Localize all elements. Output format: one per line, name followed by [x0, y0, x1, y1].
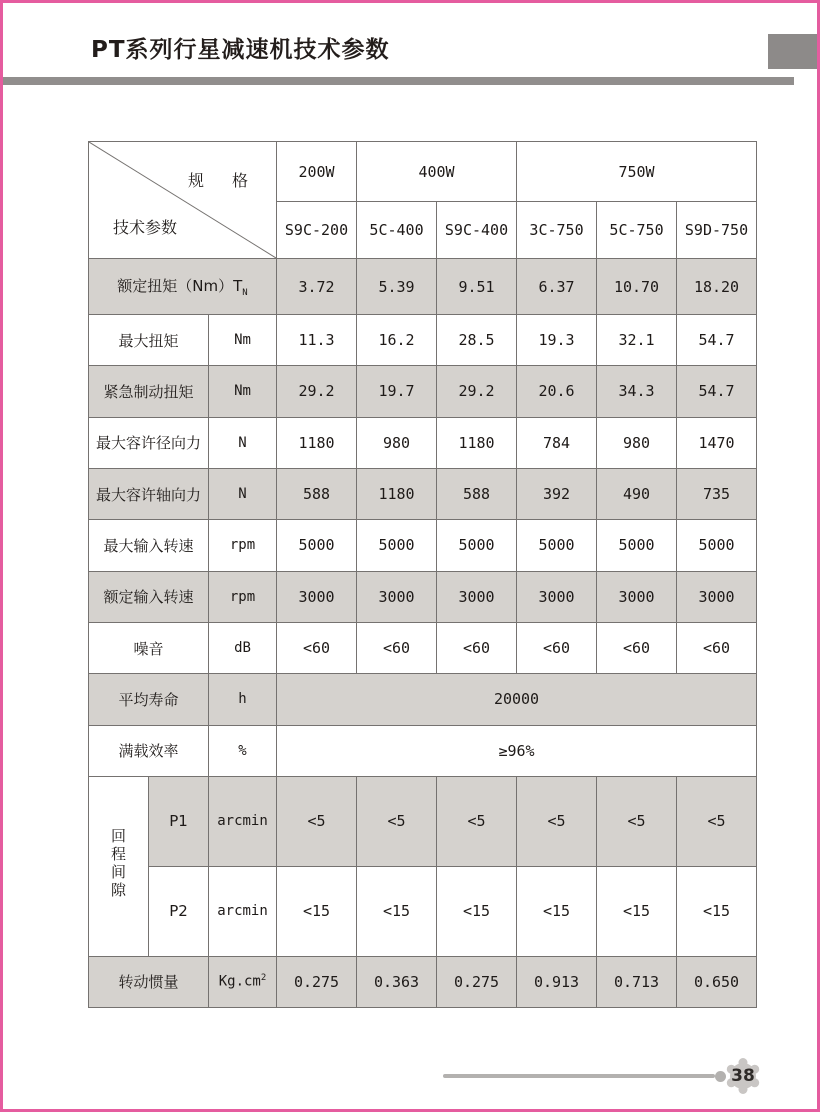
param-value: 3.72 [277, 259, 357, 315]
param-value: 3000 [597, 571, 677, 622]
row-radial-force [89, 417, 757, 468]
param-value: 16.2 [357, 315, 437, 366]
param-value: <60 [357, 622, 437, 673]
param-value: 3000 [277, 571, 357, 622]
param-value: 28.5 [437, 315, 517, 366]
title-underline-bar [3, 77, 794, 85]
param-label: 平均寿命 [89, 674, 209, 725]
param-value: <60 [437, 622, 517, 673]
param-value: 29.2 [277, 366, 357, 417]
param-value: 588 [277, 468, 357, 519]
diagonal-divider [89, 142, 276, 258]
param-value: <15 [277, 866, 357, 956]
param-value: 5000 [517, 520, 597, 571]
param-value: 392 [517, 468, 597, 519]
param-value: <60 [597, 622, 677, 673]
model-name: S9D-750 [677, 202, 757, 259]
param-value: 5000 [277, 520, 357, 571]
param-label: 额定扭矩$(Nm)T_N$ [89, 259, 277, 315]
param-unit: dB [209, 622, 277, 673]
param-label: 转动惯量 [89, 956, 209, 1007]
param-value: 1180 [437, 417, 517, 468]
row-max-input-speed [89, 520, 757, 571]
param-value: 34.3 [597, 366, 677, 417]
page-number: 38 [731, 1066, 755, 1086]
param-unit: rpm [209, 571, 277, 622]
corner-header-cell [89, 142, 277, 259]
param-value: 5000 [437, 520, 517, 571]
param-value-merged: ≥96% [277, 725, 757, 776]
param-value: <15 [357, 866, 437, 956]
param-label: 最大容许径向力 [89, 417, 209, 468]
param-value: <15 [597, 866, 677, 956]
row-noise [89, 622, 757, 673]
param-value: <5 [357, 776, 437, 866]
param-value: <5 [597, 776, 677, 866]
row-backlash-p1 [89, 776, 757, 866]
model-name: 3C-750 [517, 202, 597, 259]
param-value: 29.2 [437, 366, 517, 417]
param-label: 紧急制动扭矩 [89, 366, 209, 417]
accent-square [768, 34, 818, 69]
param-value: <60 [517, 622, 597, 673]
param-value: 1180 [277, 417, 357, 468]
param-value: <15 [517, 866, 597, 956]
param-value: 3000 [357, 571, 437, 622]
param-label: P2 [149, 866, 209, 956]
page-title: PT系列行星减速机技术参数 [91, 37, 390, 63]
param-value: 0.650 [677, 956, 757, 1007]
param-label: 最大容许轴向力 [89, 468, 209, 519]
param-label: 最大输入转速 [89, 520, 209, 571]
header-row-power [89, 142, 757, 202]
param-value: <5 [277, 776, 357, 866]
param-value: <5 [677, 776, 757, 866]
row-rotational-inertia [89, 956, 757, 1007]
param-value: 9.51 [437, 259, 517, 315]
row-average-life [89, 674, 757, 725]
param-unit: Nm [209, 366, 277, 417]
param-value: 54.7 [677, 366, 757, 417]
param-value: 6.37 [517, 259, 597, 315]
model-name: 5C-400 [357, 202, 437, 259]
param-value: 980 [357, 417, 437, 468]
param-value: <15 [437, 866, 517, 956]
param-value: 10.70 [597, 259, 677, 315]
param-value: <15 [677, 866, 757, 956]
model-name: S9C-400 [437, 202, 517, 259]
param-value: 1180 [357, 468, 437, 519]
param-unit: N [209, 417, 277, 468]
param-value: 5.39 [357, 259, 437, 315]
power-group-400w: 400W [357, 142, 517, 202]
row-backlash-p2 [89, 866, 757, 956]
param-value: 0.363 [357, 956, 437, 1007]
param-label: 满载效率 [89, 725, 209, 776]
row-rated-torque [89, 259, 757, 315]
param-value: 18.20 [677, 259, 757, 315]
footer-rule [443, 1074, 715, 1078]
row-max-torque [89, 315, 757, 366]
param-label: P1 [149, 776, 209, 866]
spec-table [88, 141, 757, 1008]
power-group-200w: 200W [277, 142, 357, 202]
param-value: 5000 [357, 520, 437, 571]
param-value: 980 [597, 417, 677, 468]
spec-header-label: 规 格 [188, 171, 255, 190]
param-value: 5000 [677, 520, 757, 571]
row-brake-torque [89, 366, 757, 417]
param-value: <5 [517, 776, 597, 866]
param-value: 735 [677, 468, 757, 519]
row-full-load-efficiency [89, 725, 757, 776]
param-value: 1470 [677, 417, 757, 468]
param-unit: $Kg.cm^2$ [209, 956, 277, 1007]
param-unit: arcmin [209, 776, 277, 866]
param-unit: arcmin [209, 866, 277, 956]
backlash-group-label: 回程间隙 [89, 776, 149, 956]
param-value: <60 [677, 622, 757, 673]
param-unit: N [209, 468, 277, 519]
param-unit: rpm [209, 520, 277, 571]
power-group-750w: 750W [517, 142, 757, 202]
param-value: <5 [437, 776, 517, 866]
param-value: <60 [277, 622, 357, 673]
param-value: 490 [597, 468, 677, 519]
param-label: 噪音 [89, 622, 209, 673]
param-value: 784 [517, 417, 597, 468]
param-value: 20.6 [517, 366, 597, 417]
param-header-label: 技术参数 [113, 218, 178, 237]
param-value: 19.3 [517, 315, 597, 366]
param-value: 32.1 [597, 315, 677, 366]
model-name: 5C-750 [597, 202, 677, 259]
param-value: 3000 [517, 571, 597, 622]
param-value: 54.7 [677, 315, 757, 366]
param-unit: % [209, 725, 277, 776]
param-value: 0.913 [517, 956, 597, 1007]
param-value: 19.7 [357, 366, 437, 417]
param-value: 3000 [437, 571, 517, 622]
row-rated-input-speed [89, 571, 757, 622]
param-label: 最大扭矩 [89, 315, 209, 366]
param-unit: h [209, 674, 277, 725]
param-value: 0.713 [597, 956, 677, 1007]
param-value: 3000 [677, 571, 757, 622]
model-name: S9C-200 [277, 202, 357, 259]
param-value: 0.275 [437, 956, 517, 1007]
param-label: 额定输入转速 [89, 571, 209, 622]
param-unit: Nm [209, 315, 277, 366]
param-value-merged: 20000 [277, 674, 757, 725]
param-value: 5000 [597, 520, 677, 571]
row-axial-force [89, 468, 757, 519]
param-value: 11.3 [277, 315, 357, 366]
param-value: 0.275 [277, 956, 357, 1007]
param-value: 588 [437, 468, 517, 519]
